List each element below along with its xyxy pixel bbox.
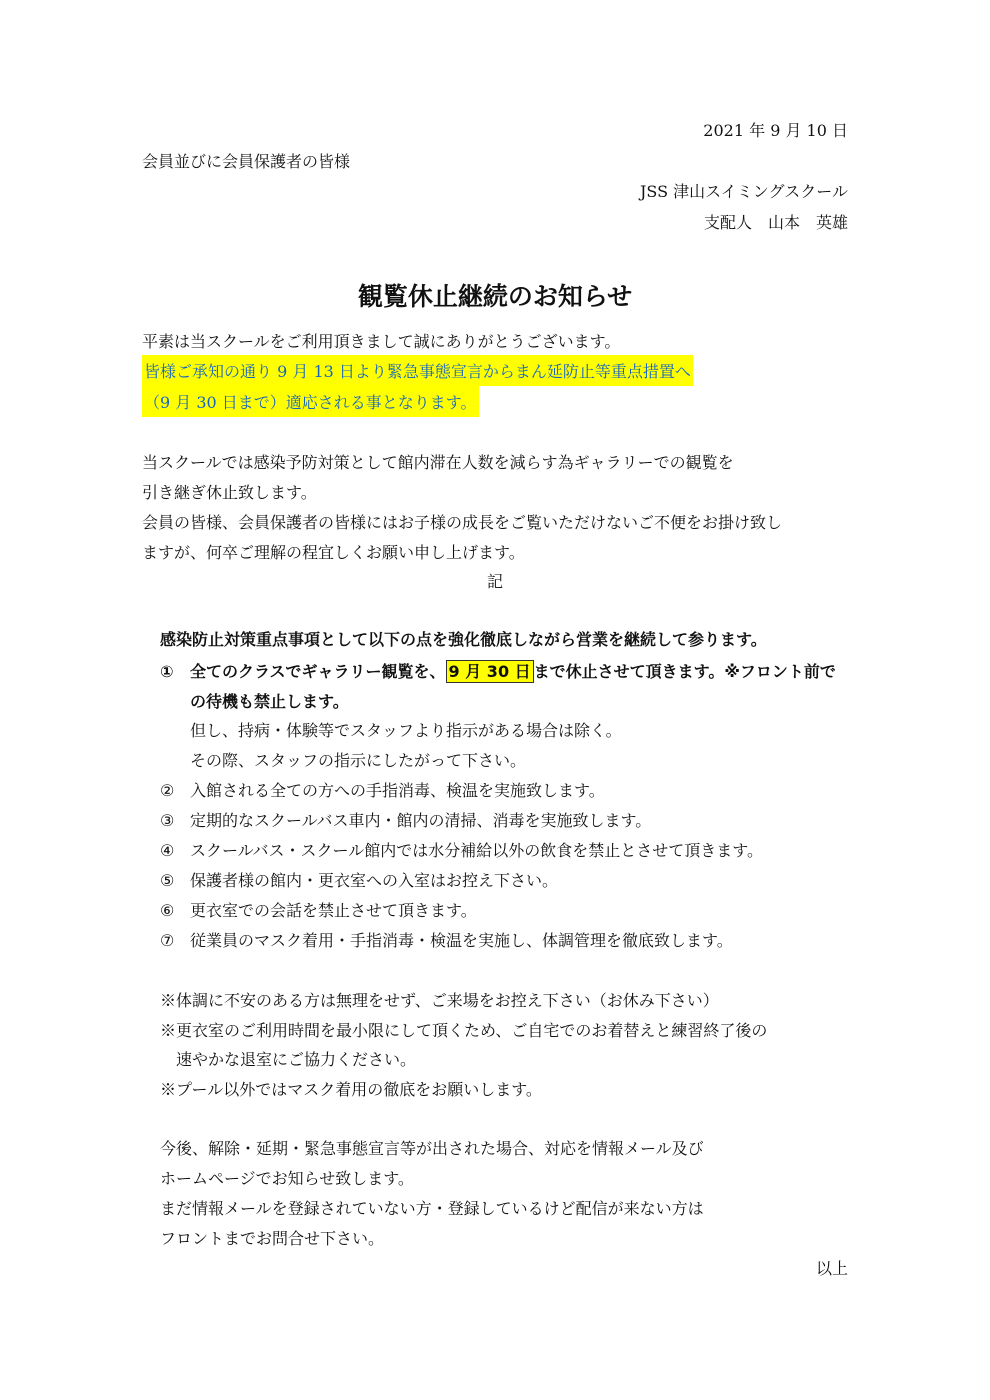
measure-item-7 [160, 933, 733, 949]
measure-text-a: 全てのクラスでギャラリー観覧を、 [190, 662, 446, 681]
greeting: 平素は当スクールをご利用頂きまして誠にありがとうございます。 [142, 332, 621, 351]
measure-text-b: まで休止させて頂きます。※フロント前で [533, 662, 836, 681]
measure-number: ④ [160, 841, 175, 860]
closing-line-2: ホームページでお知らせ致します。 [160, 1169, 414, 1188]
measure-item-6 [160, 903, 477, 919]
closing-end: 以上 [815, 1259, 848, 1278]
measure-text: スクールバス・スクール館内では水分補給以外の飲食を禁止とさせて頂きます。 [190, 841, 763, 860]
measure-item-1-sub-1: 但し、持病・体験等でスタッフより指示がある場合は除く。 [190, 721, 622, 740]
note-2-cont: 速やかな退室にご協力ください。 [176, 1050, 417, 1069]
measure-item-3 [160, 813, 651, 829]
ki-mark: 記 [486, 572, 503, 591]
measure-text: 更衣室での会話を禁止させて頂きます。 [190, 901, 477, 920]
measure-number: ② [160, 781, 175, 800]
organization: JSS 津山スイミングスクール [639, 182, 848, 201]
measure-text: 定期的なスクールバス車内・館内の清掃、消毒を実施致します。 [190, 811, 652, 830]
measures-lead: 感染防止対策重点事項として以下の点を強化徹底しながら営業を継続して参ります。 [160, 630, 767, 649]
highlight-line-1 [142, 364, 693, 380]
measure-item-5 [160, 873, 558, 889]
highlight-line-2 [142, 395, 479, 411]
measure-item-4 [160, 843, 763, 859]
closing-line-3: まだ情報メールを登録されていない方・登録しているけど配信が来ない方は [160, 1199, 704, 1218]
measure-text: 入館される全ての方への手指消毒、検温を実施致します。 [190, 781, 605, 800]
highlight-text-1: 皆様ご承知の通り 9 月 13 日より緊急事態宣言からまん延防止等重点措置へ [142, 355, 693, 386]
measure-number: ① [160, 662, 174, 681]
measure-text: 保護者様の館内・更衣室への入室はお控え下さい。 [190, 871, 559, 890]
body-line-1: 当スクールでは感染予防対策として館内滞在人数を減らす為ギャラリーでの観覧を [142, 453, 734, 472]
note-1: ※体調に不安のある方は無理をせず、ご来場をお控え下さい（お休み下さい） [160, 991, 719, 1010]
closing-line-4: フロントまでお問合せ下さい。 [160, 1229, 385, 1248]
note-3: ※プール以外ではマスク着用の徹底をお願いします。 [160, 1080, 542, 1099]
body-line-3: 会員の皆様、会員保護者の皆様にはお子様の成長をご覧いただけないご不便をお掛け致し [142, 513, 783, 532]
measure-number: ⑤ [160, 871, 175, 890]
measure-number: ⑥ [160, 901, 175, 920]
measure-item-1 [160, 664, 836, 680]
sender: 支配人 山本 英雄 [703, 213, 848, 232]
date: 2021 年 9 月 10 日 [703, 121, 848, 140]
highlight-text-2: （9 月 30 日まで）適応される事となります。 [142, 386, 479, 417]
measure-text: 従業員のマスク着用・手指消毒・検温を実施し、体調管理を徹底致します。 [190, 931, 733, 950]
recipient: 会員並びに会員保護者の皆様 [142, 152, 351, 171]
measure-number: ⑦ [160, 931, 175, 950]
closing-line-1: 今後、解除・延期・緊急事態宣言等が出された場合、対応を情報メール及び [160, 1139, 704, 1158]
measure-item-1-cont: の待機も禁止します。 [190, 692, 349, 711]
measure-item-2 [160, 783, 605, 799]
body-line-4: ますが、何卒ご理解の程宜しくお願い申し上げます。 [142, 543, 525, 562]
body-line-2: 引き継ぎ休止致します。 [142, 483, 317, 502]
note-2: ※更衣室のご利用時間を最小限にして頂くため、ご自宅でのお着替えと練習終了後の [160, 1021, 768, 1040]
measure-item-1-sub-2: その際、スタッフの指示にしたがって下さい。 [190, 751, 527, 770]
measure-number: ③ [160, 811, 175, 830]
page-title: 観覧休止継続のお知らせ [357, 282, 633, 311]
highlight-date: 9 月 30 日 [446, 660, 534, 683]
